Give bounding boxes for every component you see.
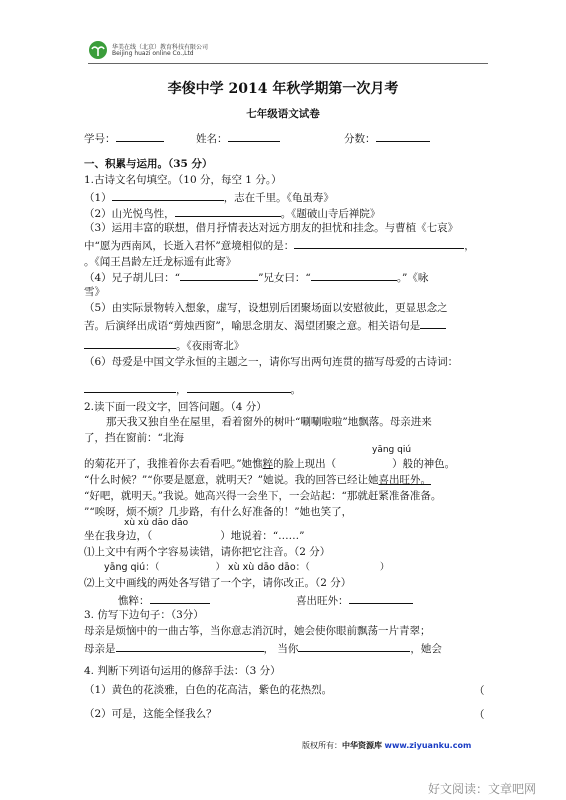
exam-title: 李俊中学 2014 年秋学期第一次月考 <box>167 81 399 97</box>
q4-item-1: （1）黄色的花淡雅，白色的花高洁，紫色的花热烈。 <box>84 684 333 696</box>
answer-blank[interactable] <box>84 381 176 393</box>
q4-item-1-paren[interactable]: （ <box>474 685 485 697</box>
answer-blank[interactable] <box>84 337 176 349</box>
q2-passage-line-4: “什么时候？”“你要是愿意，就明天？”她说。我的回答已经让她喜出旺外。 <box>84 474 431 486</box>
company-name-en: Beijing huazi online Co.,Ltd <box>112 50 194 57</box>
student-name-field[interactable] <box>196 130 280 146</box>
company-logo-icon <box>88 40 108 60</box>
q2-passage-line-5: “好吧，就明天。”我说。她高兴得一会坐下，一会站起：“那就赶紧准备准备。 <box>84 490 442 502</box>
answer-blank[interactable] <box>349 592 413 604</box>
answer-blank[interactable] <box>112 189 224 201</box>
q2-passage-line-2: 了，挡在窗前：“北海 <box>84 432 184 444</box>
q3-answer-line: 母亲是 ， 当你 ，她会 <box>84 640 442 656</box>
q2-passage-line-3: 的菊花开了，我推着你去看看吧。”她憔粹的脸上现出（ ）般的神色。 <box>84 458 456 470</box>
q1-line-7: 雪》 <box>84 286 105 298</box>
q1-line-10: 。《夜雨寄北》 <box>84 337 244 353</box>
site-watermark: 好文阅读：文章吧网 <box>428 782 537 796</box>
q4-item-2-paren[interactable]: （ <box>474 709 485 721</box>
answer-blank[interactable] <box>175 205 281 217</box>
q2-sub-1-answers: yāng qiú：（ ） xù xù dāo dāo：（ ） <box>104 562 390 573</box>
q2-pinyin-1: yāng qiú <box>372 445 412 455</box>
q1-line-1: （1） ，志在千里。《龟虽寿》 <box>84 189 334 205</box>
copyright-url[interactable]: www.ziyuanku.com <box>384 741 472 750</box>
answer-blank[interactable] <box>298 640 410 652</box>
q3-example: 母亲是烦恼中的一曲古筝，当你意志消沉时，她会使你眼前飘荡一片青翠； <box>84 625 431 637</box>
underlined-error-2: 喜出旺外。 <box>378 474 431 486</box>
company-name-cn: 华美在线（北京）教育科技有限公司 <box>112 44 209 51</box>
q1-line-3: （3）运用丰富的联想，借月抒情表达对远方朋友的担忧和挂念。与曹植《七哀》 <box>84 222 459 234</box>
answer-blank[interactable] <box>150 592 210 604</box>
answer-blank[interactable] <box>420 317 446 329</box>
copyright-brand: 中华资源库 <box>342 740 382 750</box>
underlined-error-1: 粹 <box>262 458 274 470</box>
answer-blank[interactable] <box>294 237 464 249</box>
q3-heading: 3. 仿写下边句子：（3分） <box>84 609 204 621</box>
q2-passage-line-7: 坐在我身边，（ ）地说着：“……” <box>84 530 305 542</box>
q2-passage-line-1: 那天我又独自坐在屋里，看着窗外的树叶“唰唰啦啦”地飘落。母亲进来 <box>106 416 432 428</box>
header-divider <box>88 63 488 64</box>
q1-line-8: （5）由实际景物转入想象，虚写，设想别后团聚场面以安慰彼此，更显思念之 <box>84 302 448 314</box>
q2-sub-2: ⑵上文中画线的两处各写错了一个字，请你改正。（2 分） <box>84 577 352 589</box>
answer-blank[interactable] <box>187 381 291 393</box>
q2-heading: 2.读下面一段文字，回答问题。（4 分） <box>84 401 267 413</box>
q2-sub-1: ⑴上文中有两个字容易读错，请你把它注音。（2 分） <box>84 546 331 558</box>
q1-line-6: （4）兄子胡儿曰：“ ”兄女曰：“ 。”《咏 <box>84 269 428 285</box>
student-name-label: 姓名： <box>196 133 228 145</box>
q1-line-9: 苦。后演绎出成语“剪烛西窗”，喻思念朋友、渴望团聚之意。相关语句是 <box>84 317 446 333</box>
score-label: 分数： <box>344 133 376 145</box>
q4-item-2: （2）可是，这能全怪我么？ <box>84 708 217 720</box>
q4-heading: 4. 判断下列语句运用的修辞手法：（3 分） <box>84 665 281 677</box>
student-id-label: 学号： <box>84 133 116 145</box>
copyright-label: 版权所有： <box>302 741 342 750</box>
q1-line-12: ， 。 <box>84 381 301 397</box>
exam-subtitle: 七年级语文试卷 <box>246 108 320 120</box>
answer-blank[interactable] <box>180 269 258 281</box>
q1-line-11: （6）母爱是中国文学永恒的主题之一，请你写出两句连贯的描写母爱的古诗词： <box>84 356 459 368</box>
q1-line-2: （2）山光悦鸟性， 。《题破山寺后禅院》 <box>84 205 380 221</box>
answer-blank[interactable] <box>116 640 264 652</box>
q2-passage-line-6: ”“唉呀，烦不烦？几步路，有什么好准备的！”她也笑了， <box>84 506 353 518</box>
q1-heading: 1.古诗文名句填空。（10 分，每空 1 分。） <box>84 174 282 186</box>
answer-blank[interactable] <box>311 269 397 281</box>
q2-sub-2-answer-b: 喜出旺外： <box>296 592 413 608</box>
q2-sub-2-answer-a: 憔粹： <box>118 592 210 608</box>
q1-line-4: 中“愿为西南风，长逝入君怀”意境相似的是： ， <box>84 237 475 253</box>
section-1-heading: 一、积累与运用。（35 分） <box>84 158 213 170</box>
student-id-field[interactable] <box>84 130 164 146</box>
q2-pinyin-2: xù xù dāo dāo <box>124 518 189 528</box>
score-field[interactable] <box>344 130 430 146</box>
copyright-footer <box>302 740 471 751</box>
q1-line-5: 。《闻王昌龄左迁龙标遥有此寄》 <box>84 256 237 268</box>
